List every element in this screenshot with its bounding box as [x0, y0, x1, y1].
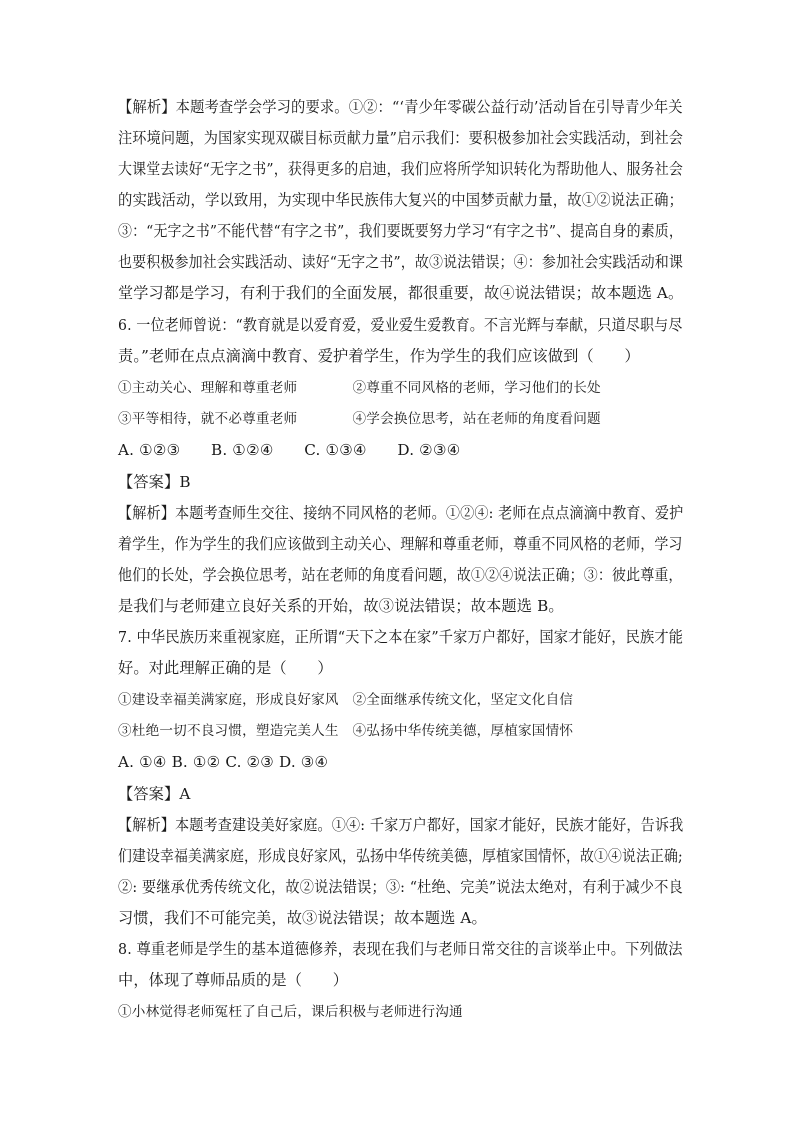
question-7-options-line-2: ③杜绝一切不良习惯，塑造完美人生 ④弘扬中华传统美德，厚植家国情怀 [118, 723, 574, 739]
question-7-options-line-1: ①建设幸福美满家庭，形成良好家风 ②全面继承传统文化，坚定文化自信 [118, 692, 574, 708]
question-6-answer: 【答案】B [118, 473, 191, 491]
question-8-stem-line-2: 中，体现了尊师品质的是（ ） [118, 971, 349, 989]
analysis-5-line-5: ③：“无字之书”不能代替“有字之书”，我们要既要努力学习“有字之书”、提高自身的素质， [118, 222, 683, 240]
question-6-choices: A. ①②③ B. ①②④ C. ①③④ D. ②③④ [118, 441, 461, 459]
question-7-choices: A. ①④ B. ①② C. ②③ D. ③④ [118, 753, 329, 771]
analysis-7-line-1: 【解析】本题考查建设美好家庭。①④: 千家万户都好，国家才能好，民族才能好，告诉我 [118, 816, 684, 834]
analysis-5-line-4: 的实践活动，学以致用，为实现中华民族伟大复兴的中国梦贡献力量，故①②说法正确； [118, 191, 684, 209]
question-6-stem-line-1: 6. 一位老师曾说：“教育就是以爱育爱，爱业爱生爱教育。不言光辉与奉献，只道尽职与尽 [118, 316, 683, 334]
analysis-7-line-2: 们建设幸福美满家庭，形成良好家风，弘扬中华传统美德，厚植家国情怀，故①④说法正确; [118, 847, 683, 865]
analysis-5-line-7: 堂学习都是学习，有利于我们的全面发展，都很重要，故④说法错误；故本题选 A。 [118, 284, 684, 302]
analysis-6-line-2: 着学生，作为学生的我们应该做到主动关心、理解和尊重老师，尊重不同风格的老师，学习 [118, 535, 683, 553]
analysis-5-line-3: 大课堂去读好“无字之书”，获得更多的启迪，我们应将所学知识转化为帮助他人、服务社会 [118, 160, 684, 178]
analysis-5-line-2: 注环境问题，为国家实现双碳目标贡献力量”启示我们：要积极参加社会实践活动，到社会 [118, 129, 684, 147]
question-8-option-1: ①小林觉得老师冤枉了自己后，课后积极与老师进行沟通 [118, 1004, 463, 1020]
question-8-stem-line-1: 8. 尊重老师是学生的基本道德修养，表现在我们与老师日常交往的言谈举止中。下列做法 [118, 940, 683, 958]
analysis-6-line-4: 是我们与老师建立良好关系的开始，故③说法错误；故本题选 B。 [118, 597, 564, 615]
analysis-5-line-1: 【解析】本题考查学会学习的要求。①②：“‘青少年零碳公益行动’活动旨在引导青少年关 [118, 98, 683, 116]
question-6-options-line-1: ①主动关心、理解和尊重老师 ②尊重不同风格的老师，学习他们的长处 [118, 380, 601, 396]
analysis-7-line-4: 习惯，我们不可能完美，故③说法错误；故本题选 A。 [118, 909, 487, 927]
question-6-options-line-2: ③平等相待，就不必尊重老师 ④学会换位思考，站在老师的角度看问题 [118, 411, 601, 427]
question-6-stem-line-2: 责。”老师在点点滴滴中教育、爱护着学生，作为学生的我们应该做到（ ） [118, 347, 640, 365]
question-7-stem-line-1: 7. 中华民族历来重视家庭，正所谓“天下之本在家”千家万户都好，国家才能好，民族才能 [118, 628, 684, 646]
question-7-answer: 【答案】A [118, 785, 191, 803]
analysis-6-line-3: 他们的长处，学会换位思考，站在老师的角度看问题，故①②④说法正确；③：彼此尊重， [118, 566, 683, 584]
analysis-5-line-6: 也要积极参加社会实践活动、读好“无字之书”，故③说法错误；④：参加社会实践活动和课 [118, 253, 684, 271]
analysis-6-line-1: 【解析】本题考查师生交往、接纳不同风格的老师。①②④: 老师在点点滴滴中教育、爱护 [118, 504, 684, 522]
question-7-stem-line-2: 好。对此理解正确的是（ ） [118, 659, 333, 677]
analysis-7-line-3: ②: 要继承优秀传统文化，故②说法错误；③: “杜绝、完美”说法太绝对，有利于减少不良 [118, 878, 683, 896]
